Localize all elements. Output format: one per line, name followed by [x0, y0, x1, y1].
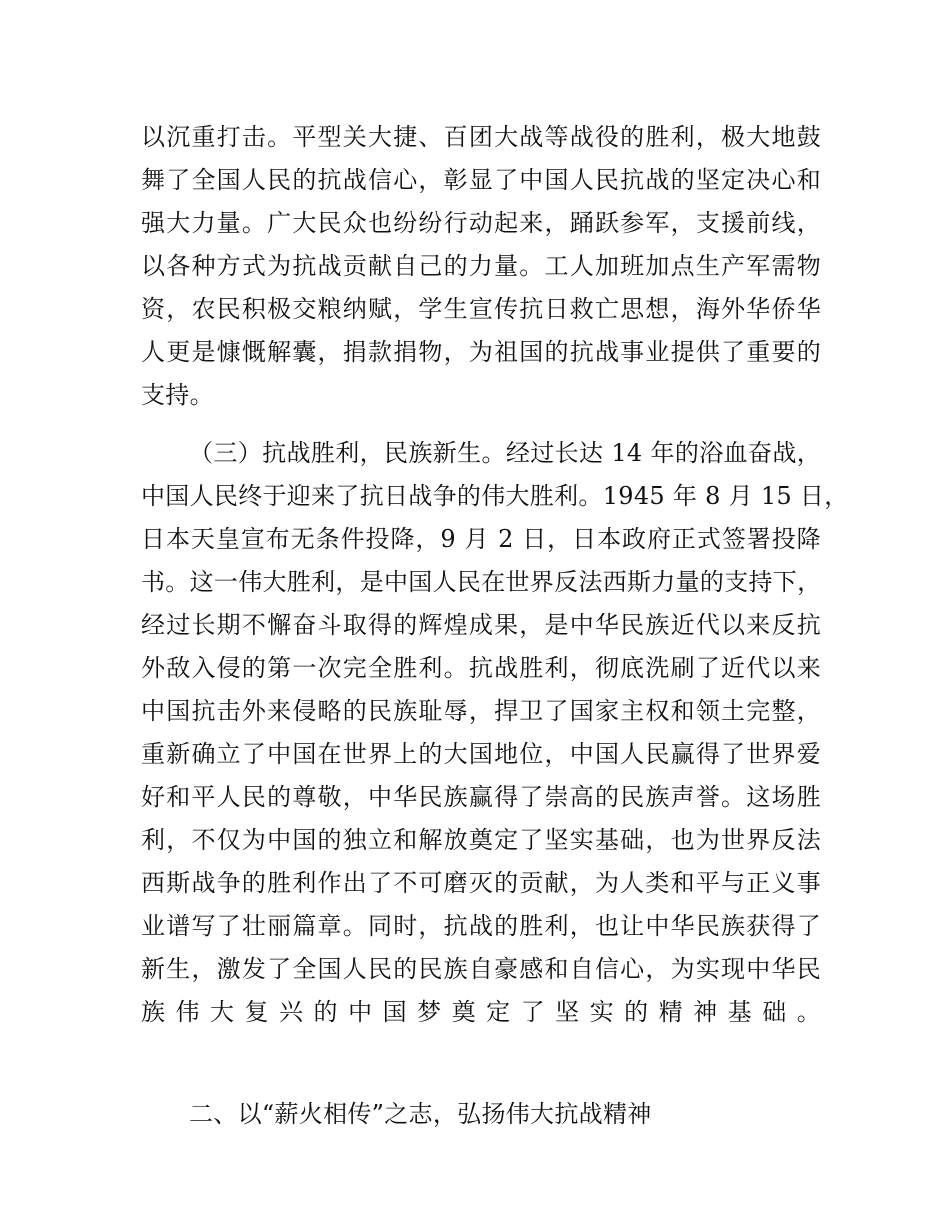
- text-line: 业谱写了壮丽篇章。同时，抗战的胜利，也让中华民族获得了: [141, 912, 821, 940]
- text-line: 利，不仅为中国的独立和解放奠定了坚实基础，也为世界反法: [141, 826, 821, 854]
- text-line: 外敌入侵的第一次完全胜利。抗战胜利，彻底洗刷了近代以来: [141, 654, 821, 682]
- text-line: 中国抗击外来侵略的民族耻辱，捍卫了国家主权和领土完整，: [141, 697, 821, 725]
- text-line: 书。这一伟大胜利，是中国人民在世界反法西斯力量的支持下，: [141, 568, 822, 596]
- text-line: 重新确立了中国在世界上的大国地位，中国人民赢得了世界爱: [141, 740, 821, 768]
- text-line: [141, 1033, 821, 1077]
- text-line: 人更是慷慨解囊，捐款捐物，为祖国的抗战事业提供了重要的: [141, 338, 821, 366]
- text-line: 经过长期不懈奋斗取得的辉煌成果，是中华民族近代以来反抗: [141, 611, 821, 639]
- text-line: 支持。: [141, 381, 214, 409]
- text-line: 日本天皇宣布无条件投降，9 月 2 日，日本政府正式签署投降: [141, 525, 821, 553]
- text-line: 族伟大复兴的中国梦奠定了坚实的精神基础。: [141, 998, 821, 1026]
- text-line: 以各种方式为抗战贡献自己的力量。工人加班加点生产军需物: [141, 252, 821, 280]
- text-line: 强大力量。广大民众也纷纷行动起来，踊跃参军，支援前线，: [141, 209, 821, 237]
- text-line: 以沉重打击。平型关大捷、百团大战等战役的胜利，极大地鼓: [141, 123, 821, 151]
- text-line: 西斯战争的胜利作出了不可磨灭的贡献，为人类和平与正义事: [141, 869, 821, 897]
- text-line: 新生，激发了全国人民的民族自豪感和自信心，为实现中华民: [141, 955, 821, 983]
- text-line: 资，农民积极交粮纳赋，学生宣传抗日救亡思想，海外华侨华: [141, 295, 821, 323]
- text-line: 舞了全国人民的抗战信心，彰显了中国人民抗战的坚定决心和: [141, 166, 821, 194]
- text-line: 好和平人民的尊敬，中华民族赢得了崇高的民族声誉。这场胜: [141, 783, 821, 811]
- section-heading-line: （三）抗战胜利，民族新生。经过长达 14 年的浴血奋战，: [189, 439, 821, 467]
- text-line: 中国人民终于迎来了抗日战争的伟大胜利。1945 年 8 月 15 日，: [141, 482, 849, 510]
- chapter-heading: 二、以“薪火相传”之志，弘扬伟大抗战精神: [189, 1100, 652, 1128]
